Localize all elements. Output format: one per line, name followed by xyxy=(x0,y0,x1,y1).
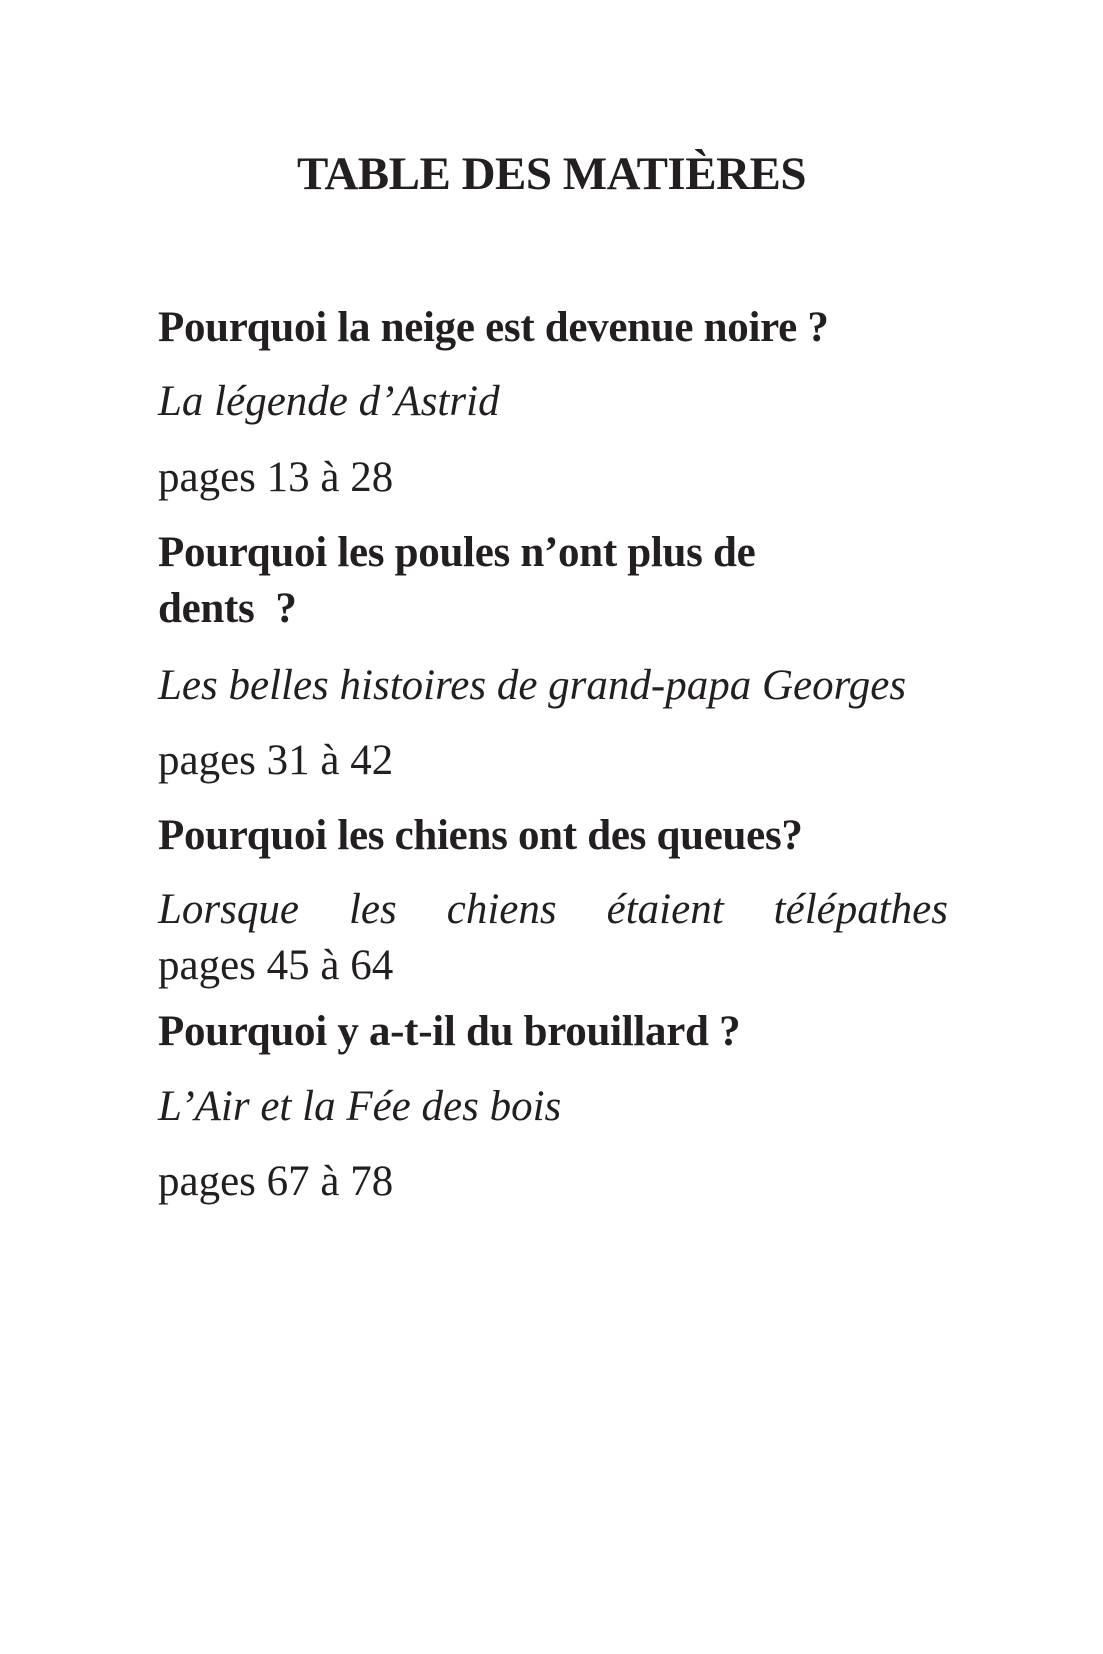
toc-entry-pages: pages 67 à 78 xyxy=(158,1158,394,1205)
toc-entry-subtitle: La légende d’Astrid xyxy=(158,378,500,425)
toc-entry-title-line: dents ? xyxy=(158,585,297,632)
toc-entry-subtitle: Les belles histoires de grand-papa Georges xyxy=(158,662,907,709)
page-title: TABLE DES MATIÈRES xyxy=(296,148,806,200)
toc-entry-title: Pourquoi les chiens ont des queues? xyxy=(158,812,803,859)
toc-entry-pages: pages 45 à 64 xyxy=(158,942,394,989)
toc-entry-subtitle: Lorsque les chiens étaient télépathes xyxy=(158,886,948,933)
toc-entry-pages: pages 31 à 42 xyxy=(158,737,394,784)
toc-entry-subtitle: L’Air et la Fée des bois xyxy=(158,1083,562,1130)
toc-entry-title-line: Pourquoi les poules n’ont plus de xyxy=(158,529,756,576)
toc-entry-title: Pourquoi la neige est devenue noire ? xyxy=(158,304,829,351)
toc-entry-pages: pages 13 à 28 xyxy=(158,454,394,501)
toc-entry-title: Pourquoi y a-t-il du brouillard ? xyxy=(158,1008,741,1055)
toc-entry-title xyxy=(158,525,948,637)
